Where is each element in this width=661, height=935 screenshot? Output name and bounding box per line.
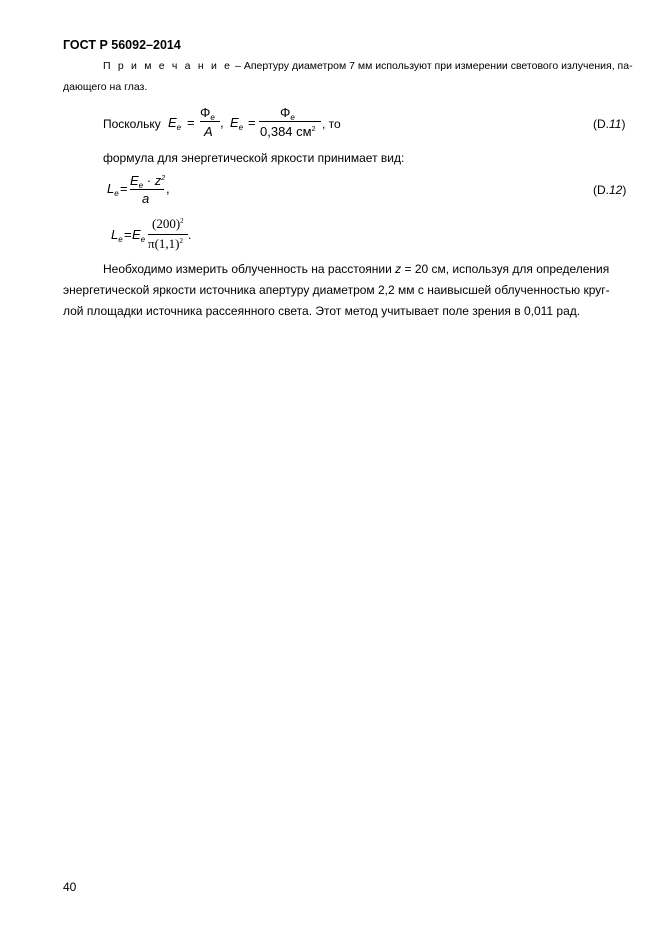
formula-intro-text: формула для энергетической яркости принимает вид: bbox=[103, 151, 405, 165]
note-line-1 bbox=[103, 60, 633, 72]
eq11-phi-1: $\Phi_e$ bbox=[200, 105, 215, 122]
eq11-comma: , bbox=[220, 115, 224, 130]
eq11-number: (D.11) bbox=[593, 117, 626, 131]
eq12-equals: = bbox=[120, 181, 128, 196]
eq11-equals-2: = bbox=[248, 115, 256, 130]
eq11-trail-text: , то bbox=[322, 117, 341, 131]
paragraph-line-3: лой площадки источника рассеянного света. Этот метод учитывает поле зрения в 0,011 рад. bbox=[63, 304, 581, 318]
note-line-2: дающего на глаз. bbox=[63, 81, 148, 93]
paragraph-line-2: энергетической яркости источника апертуру диаметром 2,2 мм с наивысшей облученностью круг- bbox=[63, 283, 610, 297]
eq13-L: $L_e$ bbox=[111, 227, 123, 244]
eq13-period: . bbox=[188, 227, 192, 242]
eq11-denominator: 0,384 $см^2$ bbox=[260, 124, 316, 139]
eq11-equals-1: = bbox=[187, 115, 195, 130]
note-text-1: – Апертуру диаметром 7 мм используют при измерении светового излучения, па- bbox=[232, 60, 633, 72]
paragraph-line-1: Необходимо измерить облученность на расстоянии z = 20 см, используя для определения bbox=[103, 262, 610, 276]
eq11-E-2: $E_e$ bbox=[230, 115, 244, 132]
eq12-numerator: $E_e \cdot z^2$ bbox=[130, 173, 166, 190]
eq11-fraction-bar-2 bbox=[259, 121, 321, 122]
eq13-equals: = bbox=[124, 227, 132, 242]
eq11-phi-2: $\Phi_e$ bbox=[280, 105, 295, 122]
note-label: П р и м е ч а н и е bbox=[103, 60, 233, 72]
eq12-L: $L_e$ bbox=[107, 181, 119, 198]
eq12-denominator: a bbox=[142, 191, 150, 206]
eq13-fraction-bar bbox=[148, 234, 188, 235]
eq11-lead-text: Поскольку bbox=[103, 117, 161, 131]
eq11-fraction-bar-1 bbox=[200, 121, 220, 122]
page-number: 40 bbox=[63, 880, 77, 894]
eq11-E-1: $E_e$ bbox=[168, 115, 182, 132]
eq11-A: A bbox=[204, 124, 213, 139]
document-header: ГОСТ Р 56092–2014 bbox=[63, 38, 181, 52]
eq13-E: $E_e$ bbox=[132, 227, 146, 244]
eq13-denominator: $\pi(1,1)^2$ bbox=[148, 236, 183, 251]
eq13-numerator: $(200)^2$ bbox=[152, 216, 184, 231]
eq12-fraction-bar bbox=[130, 189, 164, 190]
eq12-comma: , bbox=[166, 181, 170, 196]
eq12-number: (D.12) bbox=[593, 183, 627, 197]
